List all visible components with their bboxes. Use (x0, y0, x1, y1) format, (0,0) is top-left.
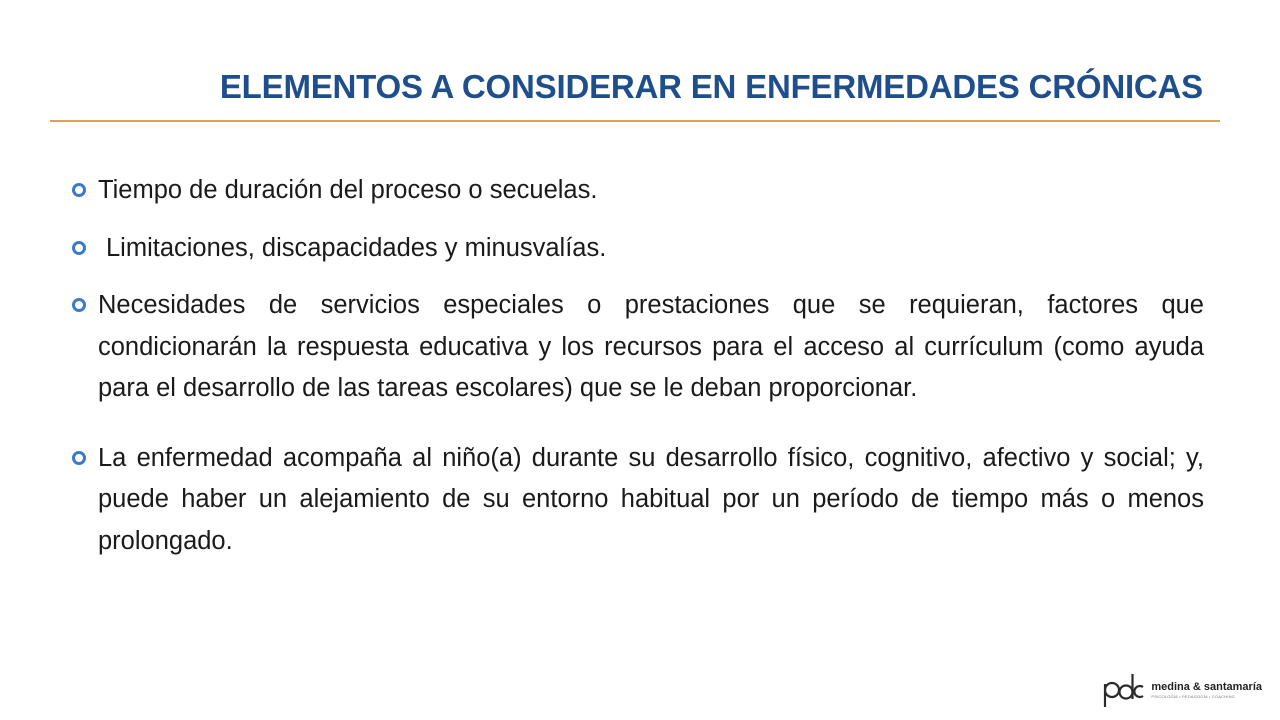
logo-tagline: PSICOLOGÍA • PEDAGOGÍA • COACHING (1151, 694, 1235, 699)
logo-text-block (1151, 681, 1262, 699)
bullet-list (72, 170, 1204, 562)
bullet-text: Limitaciones, discapacidades y minusvalías. (106, 233, 607, 262)
bullet-item-duration (72, 170, 1204, 212)
title-underline-divider (50, 120, 1220, 122)
slide-title: ELEMENTOS A CONSIDERAR EN ENFERMEDADES CRÓNICAS (219, 68, 1203, 105)
bullet-circle-icon (72, 451, 86, 465)
bullet-item-limitations (72, 228, 1204, 270)
bullet-circle-icon (72, 298, 86, 312)
bullet-circle-icon (72, 183, 86, 197)
bullet-text: Necesidades de servicios especiales o prestaciones que se requieran, factores que condicionarán la respuesta educativa y los recursos para el acceso al currículum (como ayuda para el desarrollo de las tareas escolares) que se le deban proporcionar. (98, 291, 1204, 402)
bullet-text: La enfermedad acompaña al niño(a) durante su desarrollo físico, cognitivo, afectivo y social; y, puede haber un alejamiento de su entorno habitual por un período de tiempo más o menos prolongado. (98, 443, 1204, 555)
bullet-circle-icon (72, 241, 86, 255)
pdc-logo-icon (1101, 672, 1145, 708)
company-logo (1101, 672, 1262, 708)
logo-name: medina & santamaría (1151, 681, 1262, 693)
bullet-text: Tiempo de duración del proceso o secuelas. (98, 176, 598, 204)
bullet-item-special-needs (72, 285, 1204, 410)
bullet-item-development (72, 438, 1204, 563)
